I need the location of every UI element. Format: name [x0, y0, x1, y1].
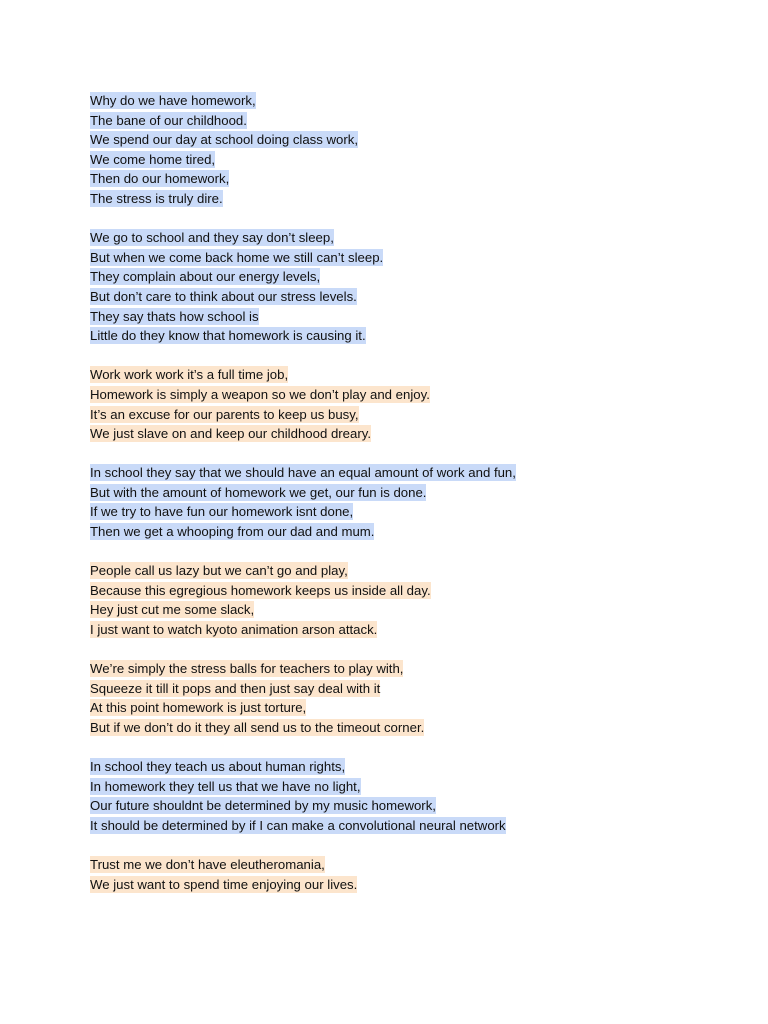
- poem-line: [90, 91, 730, 111]
- poem-line: [90, 522, 730, 542]
- poem-line: [90, 326, 730, 346]
- poem-line-text: Homework is simply a weapon so we don’t play and enjoy.: [90, 386, 430, 402]
- poem-line-text: In school they teach us about human rights,: [90, 759, 346, 775]
- poem-line-text: We go to school and they say don’t sleep,: [90, 230, 334, 246]
- poem-stanza: [90, 91, 730, 209]
- poem-stanza: [90, 659, 730, 737]
- poem-body: [90, 91, 730, 914]
- poem-line-text: In school they say that we should have an equal amount of work and fun,: [90, 465, 516, 481]
- poem-line: [90, 757, 730, 777]
- poem-line-text: Because this egregious homework keeps us inside all day.: [90, 582, 431, 598]
- poem-line: [90, 816, 730, 836]
- poem-line: [90, 287, 730, 307]
- poem-stanza: [90, 855, 730, 894]
- poem-line: [90, 228, 730, 248]
- poem-line: [90, 698, 730, 718]
- poem-line: [90, 777, 730, 797]
- poem-line: [90, 267, 730, 287]
- poem-line-text: The bane of our childhood.: [90, 112, 247, 128]
- poem-line: [90, 424, 730, 444]
- poem-stanza: [90, 365, 730, 443]
- poem-stanza: [90, 757, 730, 835]
- poem-line-text: But with the amount of homework we get, our fun is done.: [90, 484, 427, 500]
- poem-line-text: People call us lazy but we can’t go and play,: [90, 563, 348, 579]
- poem-line-text: In homework they tell us that we have no light,: [90, 778, 361, 794]
- poem-line: [90, 150, 730, 170]
- poem-line-text: They say thats how school is: [90, 308, 259, 324]
- poem-line: [90, 365, 730, 385]
- poem-line-text: It’s an excuse for our parents to keep us busy,: [90, 406, 359, 422]
- poem-line: [90, 130, 730, 150]
- poem-line: [90, 248, 730, 268]
- poem-line-text: Then do our homework,: [90, 171, 230, 187]
- poem-line: [90, 111, 730, 131]
- poem-line-text: Little do they know that homework is causing it.: [90, 328, 366, 344]
- poem-line-text: But don’t care to think about our stress levels.: [90, 288, 357, 304]
- poem-line: [90, 796, 730, 816]
- poem-line: [90, 620, 730, 640]
- poem-line: [90, 502, 730, 522]
- poem-line-text: It should be determined by if I can make a convolutional neural network: [90, 817, 506, 833]
- poem-line-text: But if we don’t do it they all send us to the timeout corner.: [90, 720, 425, 735]
- poem-stanza: [90, 463, 730, 541]
- poem-line-text: But when we come back home we still can’t sleep.: [90, 249, 384, 265]
- poem-line-text: They complain about our energy levels,: [90, 269, 321, 285]
- poem-stanza: [90, 228, 730, 346]
- poem-line-text: I just want to watch kyoto animation arson attack.: [90, 622, 378, 638]
- poem-line-text: Hey just cut me some slack,: [90, 602, 255, 618]
- poem-line: [90, 463, 730, 483]
- poem-line-text: The stress is truly dire.: [90, 190, 223, 206]
- poem-line: [90, 659, 730, 679]
- poem-line-text: Why do we have homework,: [90, 93, 256, 108]
- poem-line-text: Our future shouldnt be determined by my music homework,: [90, 798, 436, 814]
- poem-line-text: We’re simply the stress balls for teachers to play with,: [90, 661, 404, 677]
- poem-line: [90, 600, 730, 620]
- poem-line-text: At this point homework is just torture,: [90, 700, 307, 716]
- poem-line: [90, 385, 730, 405]
- poem-line: [90, 679, 730, 699]
- poem-line: [90, 169, 730, 189]
- poem-line: [90, 875, 730, 895]
- poem-line-text: We come home tired,: [90, 151, 216, 167]
- poem-line-text: Work work work it’s a full time job,: [90, 367, 289, 383]
- poem-line: [90, 189, 730, 209]
- poem-line: [90, 561, 730, 581]
- poem-line-text: Trust me we don’t have eleutheromania,: [90, 857, 325, 873]
- poem-line: [90, 581, 730, 601]
- poem-line-text: We spend our day at school doing class work,: [90, 132, 359, 148]
- poem-line-text: Then we get a whooping from our dad and mum.: [90, 524, 375, 540]
- poem-line: [90, 718, 730, 738]
- poem-line-text: We just slave on and keep our childhood dreary.: [90, 426, 372, 442]
- poem-line: [90, 483, 730, 503]
- poem-line: [90, 405, 730, 425]
- poem-line: [90, 307, 730, 327]
- poem-line-text: We just want to spend time enjoying our lives.: [90, 876, 358, 892]
- poem-line: [90, 855, 730, 875]
- poem-line-text: Squeeze it till it pops and then just say deal with it: [90, 680, 381, 696]
- poem-stanza: [90, 561, 730, 639]
- poem-line-text: If we try to have fun our homework isnt done,: [90, 504, 354, 520]
